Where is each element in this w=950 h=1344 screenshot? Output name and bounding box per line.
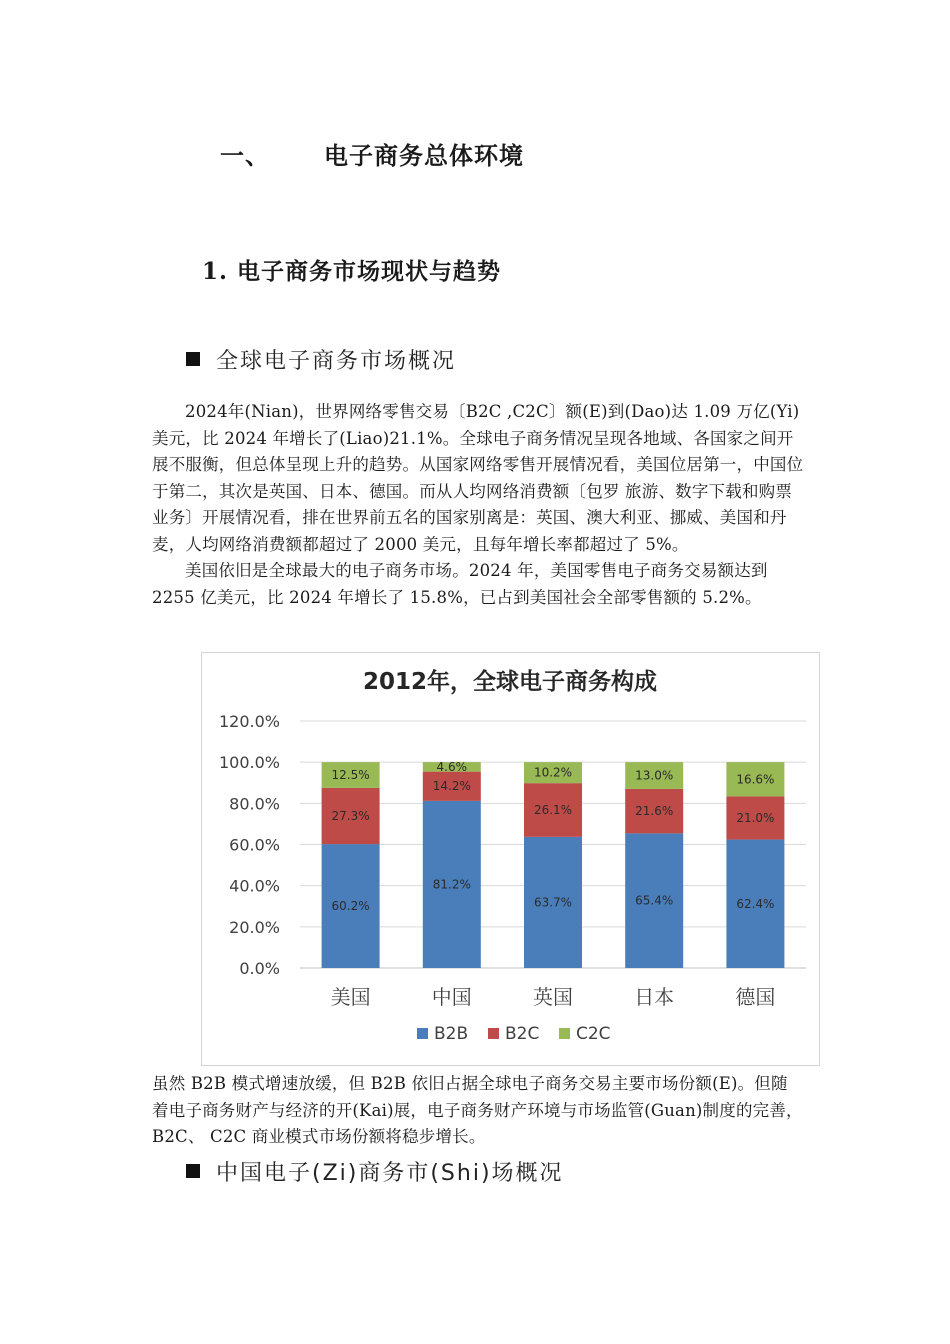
data-label: 65.4% [635,893,674,908]
y-tick-label: 0.0% [239,959,280,978]
subsection-heading-china [186,1156,564,1187]
paragraph: 美国依旧是全球最大的电子商务市场。2024 年，美国零售电子商务交易额达到 2255 亿美元，比 2024 年增长了 15.8%，已占到美国社会全部零售额的 5.2%。 [152,561,768,607]
y-tick-label: 20.0% [229,917,280,937]
legend-label: B2B [434,1024,469,1044]
x-tick-label: 英国 [533,985,573,1009]
y-tick-label: 100.0% [218,753,280,773]
body-text-after-chart [152,1071,804,1151]
data-label: 63.7% [533,895,573,910]
data-label: 12.5% [331,768,370,783]
data-label: 26.1% [533,803,573,818]
paragraph: 2024年(Nian)，世界网络零售交易〔B2C ,C2C〕额(E)到(Dao)达 1.09 万亿(Yi)美元，比 2024 年增长了(Liao)21.1%。全球电子商务情况呈现各地域、各国家之间开展不服衡，但总体呈现上升的趋势。从国家网络零售开展情况看，美国位居第一，中国位于第二，其次是英国、日本、德国。而从人均网络消费额〔包罗 旅游、数字下载和购票业务〕开展情况看，排在世界前五名的国家别离是：英国、澳大利亚、挪威、美国和丹麦，人均网络消费额都超过了 2000 美元，且每年增长率都超过了 5%。 [152,402,804,554]
x-tick-label: 美国 [330,985,371,1009]
chapter-title: 电子商务总体环境 [324,141,524,170]
subsection-heading-global [186,344,456,375]
chapter-heading [220,136,524,171]
y-tick-label: 120.0% [218,712,280,731]
data-label: 81.2% [432,877,471,892]
data-label: 27.3% [331,808,370,823]
x-tick-label: 中国 [431,985,472,1009]
chart-title: 2012年，全球电子商务构成 [362,669,658,695]
legend-label: C2C [576,1024,611,1044]
y-tick-label: 80.0% [229,794,280,814]
data-label: 13.0% [635,768,674,783]
chapter-number: 一、 [220,141,270,170]
data-label: 10.2% [533,765,573,780]
data-label: 4.6% [436,759,468,774]
stacked-bar-chart [201,652,820,1066]
data-label: 60.2% [331,899,370,914]
data-label: 21.0% [736,810,775,825]
subsection-title: 全球电子商务市场概况 [216,349,457,374]
section-heading: 1. 电子商务市场现状与趋势 [202,258,502,285]
y-tick-label: 60.0% [229,835,280,855]
legend-swatch [488,1028,499,1039]
legend-label: B2C [505,1024,540,1044]
x-tick-label: 德国 [735,985,776,1009]
square-bullet-icon [186,352,200,366]
subsection-title: 中国电子(Zi)商务市(Shi)场概况 [216,1161,564,1186]
y-tick-label: 40.0% [229,876,280,896]
legend-swatch [559,1028,570,1039]
body-text [152,399,804,611]
paragraph: 虽然 B2B 模式增速放缓，但 B2B 依旧占据全球电子商务交易主要市场份额(E)。但随着电子商务财产与经济的开(Kai)展，电子商务财产环境与市场监管(Guan)制度的完善，B2C、 C2C 商业模式市场份额将稳步增长。 [152,1074,803,1146]
square-bullet-icon [186,1164,200,1178]
legend-swatch [417,1028,428,1039]
data-label: 16.6% [736,772,775,787]
data-label: 62.4% [736,896,775,911]
x-tick-label: 日本 [634,985,675,1009]
data-label: 21.6% [635,804,674,819]
data-label: 14.2% [432,779,471,794]
chart-canvas [202,653,819,1065]
